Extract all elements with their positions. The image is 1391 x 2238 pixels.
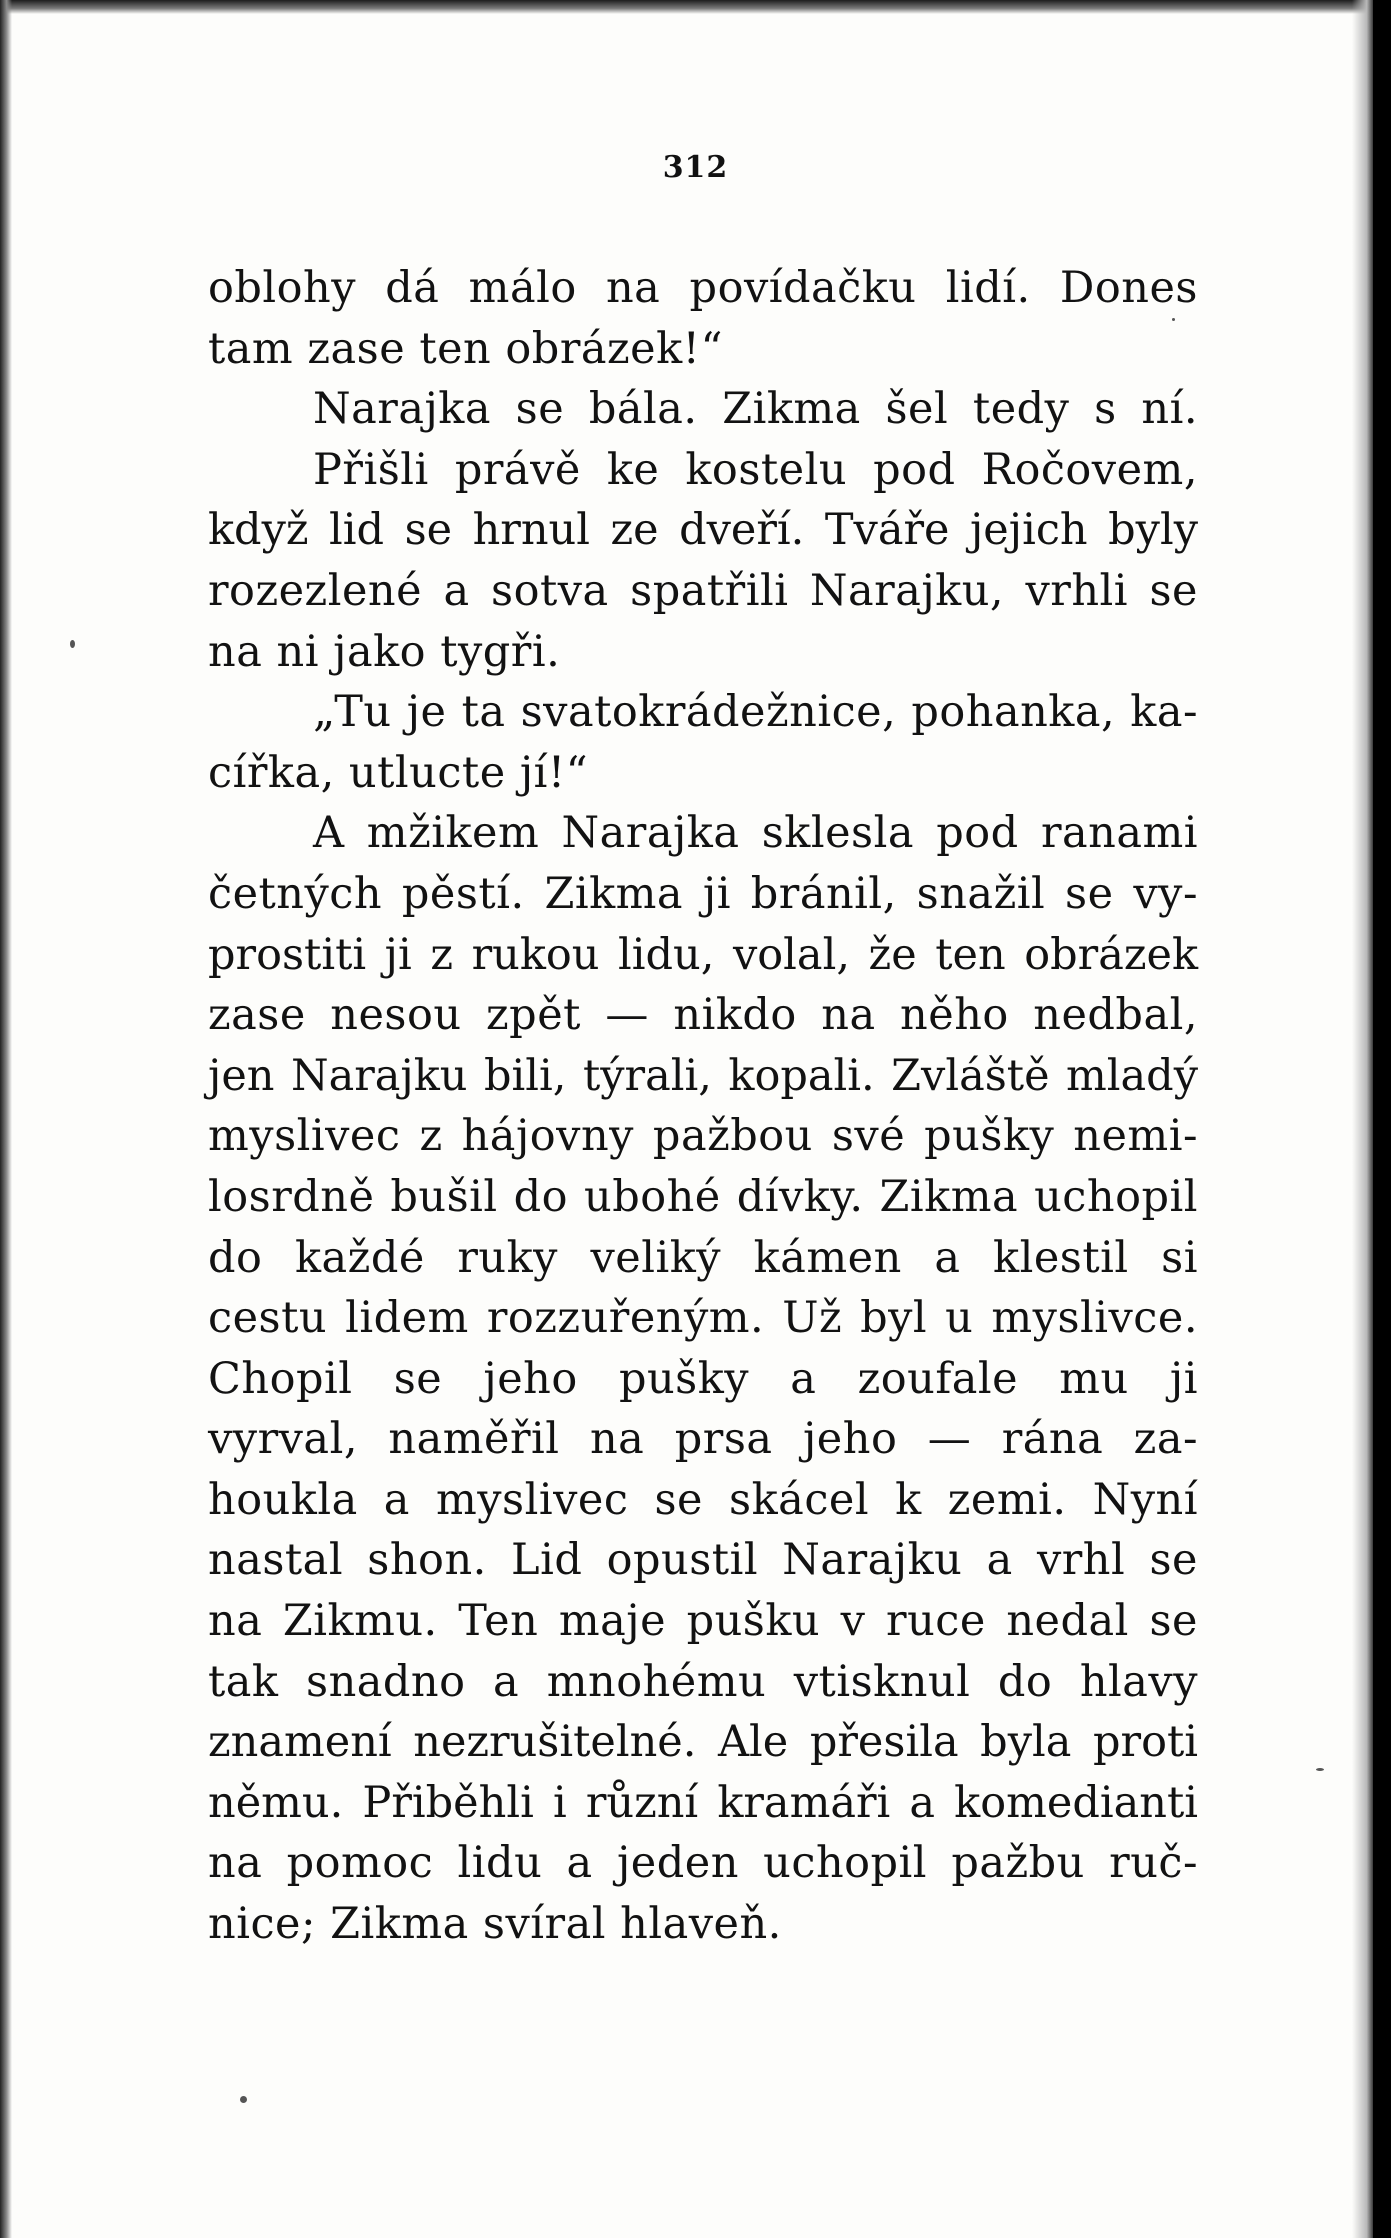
page-right-edge [1373, 0, 1391, 2238]
text-line: nastal shon. Lid opustil Narajku a vrhl se [208, 1535, 1198, 1586]
body-text [208, 258, 1198, 1955]
text-line: na ni jako tygři. [208, 626, 561, 677]
text-line: myslivec z hájovny pažbou své pušky nemi- [208, 1111, 1198, 1162]
text-line: vyrval, naměřil na prsa jeho — rána za- [208, 1414, 1198, 1465]
text-line: Narajka se bála. Zikma šel tedy s ní. [313, 384, 1198, 435]
text-line: němu. Přiběhli i různí kramáři a komedianti [208, 1777, 1198, 1828]
page-number: 312 [662, 150, 729, 185]
text-line: cířka, utlucte jí!“ [208, 747, 589, 798]
text-line: prostiti ji z rukou lidu, volal, že ten obrázek [208, 929, 1198, 980]
text-line: tam zase ten obrázek!“ [208, 323, 723, 374]
page-right-shadow [1352, 0, 1373, 2238]
text-line: znamení nezrušitelné. Ale přesila byla proti [208, 1717, 1198, 1768]
print-speck [1172, 318, 1175, 321]
page-left-edge [0, 0, 12, 2238]
text-line: na pomoc lidu a jeden uchopil pažbu ruč- [208, 1838, 1198, 1889]
print-speck [70, 640, 75, 648]
text-line: do každé ruky veliký kámen a klestil si [208, 1232, 1198, 1283]
text-line: na Zikmu. Ten maje pušku v ruce nedal se [208, 1596, 1198, 1647]
text-line: nice; Zikma svíral hlaveň. [208, 1899, 782, 1950]
text-line: cestu lidem rozzuřeným. Už byl u myslivce. [208, 1293, 1198, 1344]
print-speck [240, 2096, 247, 2103]
text-line: když lid se hrnul ze dveří. Tváře jejich byly [208, 505, 1198, 556]
text-line: jen Narajku bili, týrali, kopali. Zvláště mladý [208, 1050, 1198, 1101]
text-line: Přišli právě ke kostelu pod Ročovem, [313, 444, 1198, 495]
text-line: tak snadno a mnohému vtisknul do hlavy [208, 1656, 1198, 1707]
text-line: rozezlené a sotva spatřili Narajku, vrhli se [208, 565, 1198, 616]
page-top-edge [0, 0, 1391, 14]
text-line: oblohy dá málo na povídačku lidí. Dones [208, 263, 1198, 313]
text-line: A mžikem Narajka sklesla pod ranami [313, 808, 1198, 859]
print-speck [1316, 1768, 1324, 1771]
text-line: Chopil se jeho pušky a zoufale mu ji [208, 1353, 1198, 1404]
text-line: zase nesou zpět — nikdo na něho nedbal, [208, 990, 1198, 1041]
text-line: houkla a myslivec se skácel k zemi. Nyní [208, 1474, 1198, 1525]
text-line: četných pěstí. Zikma ji bránil, snažil se vy- [208, 868, 1198, 919]
text-line: „Tu je ta svatokrádežnice, pohanka, ka- [313, 687, 1198, 738]
text-line: losrdně bušil do ubohé dívky. Zikma uchopil [208, 1171, 1198, 1222]
